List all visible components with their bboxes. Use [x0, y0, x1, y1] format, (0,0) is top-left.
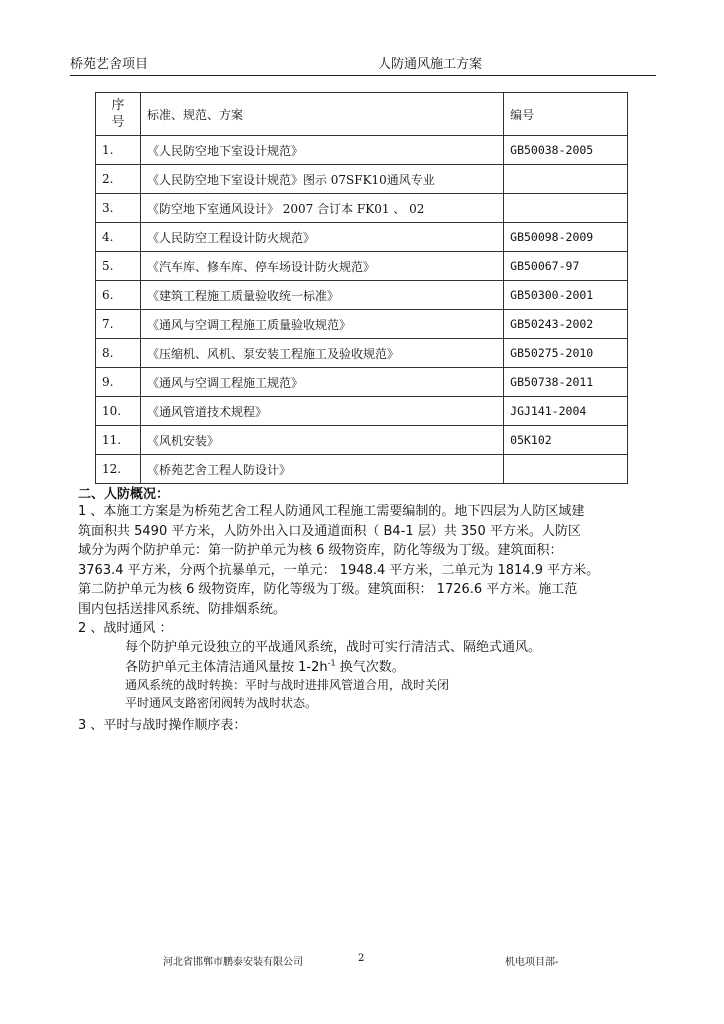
wartime-line-2-pre: 各防护单元主体清洁通风量按 1-2h [125, 660, 328, 675]
seq-header-bottom: 号 [111, 115, 125, 130]
table-row [96, 455, 628, 484]
code-header-cell: 编号 [504, 93, 628, 136]
overview-paragraph [78, 502, 658, 619]
table-row [96, 252, 628, 281]
section-title: 二、人防概况： [78, 487, 170, 502]
standards-table [95, 92, 628, 484]
seq-header-cell [96, 93, 141, 136]
table-row [96, 281, 628, 310]
paragraph-line: 第二防护单元为核 6 级物资库，防化等级为丁级。建筑面积： 1726.6 平方米。施工范 [78, 582, 578, 597]
table-row [96, 136, 628, 165]
wartime-ventilation-title: 2 、战时通风 ： [78, 621, 173, 636]
table-row [96, 310, 628, 339]
row-code-cell: GB50243-2002 [504, 310, 628, 339]
row-name-cell: 《通风管道技术规程》 [140, 397, 503, 426]
wartime-line-1: 每个防护单元设独立的平战通风系统，战时可实行清洁式、隔绝式通风。 [125, 640, 542, 655]
wartime-line-3: 通风系统的战时转换：平时与战时进排风管道合用，战时关闭 [125, 678, 450, 692]
row-code-cell: 05K102 [504, 426, 628, 455]
row-code-cell [504, 165, 628, 194]
table-row [96, 368, 628, 397]
wartime-line-2-post: 换气次数。 [335, 660, 405, 675]
row-number-cell: 10. [96, 397, 141, 426]
table-row [96, 165, 628, 194]
footer-department: 机电项目部- [505, 957, 559, 968]
wartime-line-2 [125, 656, 405, 675]
table-row [96, 397, 628, 426]
table-row [96, 339, 628, 368]
row-code-cell: GB50067-97 [504, 252, 628, 281]
row-name-cell: 《通风与空调工程施工规范》 [140, 368, 503, 397]
header-divider [70, 75, 656, 76]
row-name-cell: 《通风与空调工程施工质量验收规范》 [140, 310, 503, 339]
table-header-row [96, 93, 628, 136]
row-number-cell: 2. [96, 165, 141, 194]
table-row [96, 223, 628, 252]
row-code-cell: GB50738-2011 [504, 368, 628, 397]
row-number-cell: 3. [96, 194, 141, 223]
row-code-cell [504, 455, 628, 484]
row-name-cell: 《人民防空地下室设计规范》 [140, 136, 503, 165]
row-number-cell: 12. [96, 455, 141, 484]
table-row [96, 194, 628, 223]
row-number-cell: 5. [96, 252, 141, 281]
row-name-cell: 《桥苑艺舍工程人防设计》 [140, 455, 503, 484]
operation-sequence-title: 3 、平时与战时操作顺序表： [78, 718, 247, 733]
row-code-cell: GB50300-2001 [504, 281, 628, 310]
paragraph-line: 1 、本施工方案是为桥苑艺舍工程人防通风工程施工需要编制的。地下四层为人防区域建 [78, 504, 585, 519]
row-code-cell: GB50038-2005 [504, 136, 628, 165]
row-number-cell: 7. [96, 310, 141, 339]
table-row [96, 426, 628, 455]
row-code-cell: JGJ141-2004 [504, 397, 628, 426]
row-number-cell: 9. [96, 368, 141, 397]
wartime-line-4: 平时通风支路密闭阀转为战时状态。 [125, 696, 318, 710]
name-header-cell: 标准、规范、方案 [140, 93, 503, 136]
row-name-cell: 《汽车库、修车库、停车场设计防火规范》 [140, 252, 503, 281]
row-name-cell: 《防空地下室通风设计》 2007 合订本 FK01 、 02 [140, 194, 503, 223]
row-name-cell: 《压缩机、风机、泵安装工程施工及验收规范》 [140, 339, 503, 368]
row-name-cell: 《风机安装》 [140, 426, 503, 455]
row-number-cell: 6. [96, 281, 141, 310]
footer-company: 河北省邯郸市鹏泰安装有限公司 [163, 957, 303, 968]
row-number-cell: 11. [96, 426, 141, 455]
row-name-cell: 《人民防空地下室设计规范》图示 07SFK10通风专业 [140, 165, 503, 194]
paragraph-line: 围内包括送排风系统、防排烟系统。 [78, 601, 287, 617]
row-number-cell: 4. [96, 223, 141, 252]
row-code-cell [504, 194, 628, 223]
paragraph-line: 3763.4 平方米，分两个抗暴单元，一单元： 1948.4 平方米，二单元为 1814.9 平方米。 [78, 562, 600, 578]
seq-header-top: 序 [111, 98, 125, 113]
row-code-cell: GB50275-2010 [504, 339, 628, 368]
row-name-cell: 《建筑工程施工质量验收统一标准》 [140, 281, 503, 310]
row-number-cell: 8. [96, 339, 141, 368]
header-document-title: 人防通风施工方案 [378, 57, 483, 72]
footer-page-number: 2 [358, 953, 365, 964]
row-code-cell: GB50098-2009 [504, 223, 628, 252]
paragraph-line: 域分为两个防护单元：第一防护单元为核 6 级物资库，防化等级为丁级。建筑面积： [78, 543, 563, 558]
row-number-cell: 1. [96, 136, 141, 165]
wartime-line-2-sup: -1 [327, 658, 336, 668]
header-project-name: 桥苑艺舍项目 [70, 57, 149, 72]
paragraph-line: 筑面积共 5490 平方米，人防外出入口及通道面积（ B4-1 层）共 350 平方米。人防区 [78, 523, 581, 539]
row-name-cell: 《人民防空工程设计防火规范》 [140, 223, 503, 252]
